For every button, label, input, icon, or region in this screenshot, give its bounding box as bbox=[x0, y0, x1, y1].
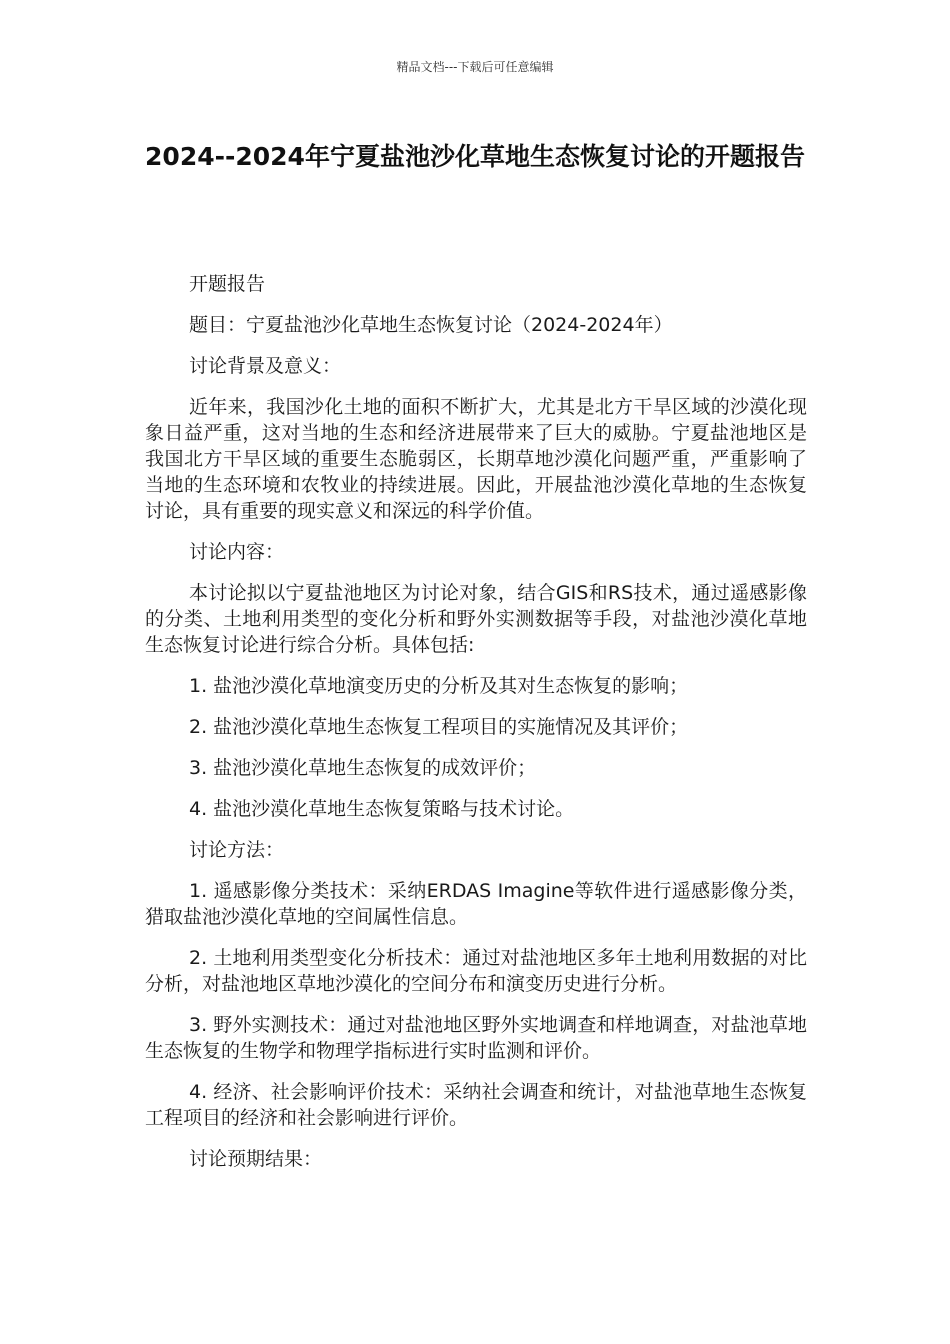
list-item-content-4: 4. 盐池沙漠化草地生态恢复策略与技术讨论。 bbox=[189, 798, 575, 820]
list-item-method-4: 4. 经济、社会影响评价技术：采纳社会调查和统计，对盐池草地生态恢复工程项目的经济和社会影响进行评价。 bbox=[145, 1081, 807, 1129]
list-item-method-2: 2. 土地利用类型变化分析技术：通过对盐池地区多年土地利用数据的对比分析，对盐池地区草地沙漠化的空间分布和演变历史进行分析。 bbox=[145, 947, 807, 995]
document-title: 2024--2024年宁夏盐池沙化草地生态恢复讨论的开题报告 bbox=[145, 142, 805, 171]
list-item-content-3: 3. 盐池沙漠化草地生态恢复的成效评价； bbox=[189, 757, 537, 779]
list-item-method-3: 3. 野外实测技术：通过对盐池地区野外实地调查和样地调查，对盐池草地生态恢复的生物学和物理学指标进行实时监测和评价。 bbox=[145, 1014, 807, 1062]
paragraph-background-text: 近年来，我国沙化土地的面积不断扩大，尤其是北方干旱区域的沙漠化现象日益严重，这对当地的生态和经济进展带来了巨大的威胁。宁夏盐池地区是我国北方干旱区域的重要生态脆弱区，长期草地沙漠化问题严重，严重影响了当地的生态环境和农牧业的持续进展。因此，开展盐池沙漠化草地的生态恢复讨论，具有重要的现实意义和深远的科学价值。 bbox=[145, 396, 807, 522]
paragraph-content-intro: 本讨论拟以宁夏盐池地区为讨论对象，结合GIS和RS技术，通过遥感影像的分类、土地利用类型的变化分析和野外实测数据等手段，对盐池沙漠化草地生态恢复讨论进行综合分析。具体包括: bbox=[145, 582, 807, 656]
paragraph-heading-methods: 讨论方法： bbox=[189, 839, 285, 861]
list-item-content-2: 2. 盐池沙漠化草地生态恢复工程项目的实施情况及其评价； bbox=[189, 716, 689, 738]
paragraph-heading-background: 讨论背景及意义： bbox=[189, 355, 342, 377]
document-body bbox=[145, 271, 807, 1187]
list-item-content-1: 1. 盐池沙漠化草地演变历史的分析及其对生态恢复的影响； bbox=[189, 675, 689, 697]
page-header-note: 精品文档---下载后可任意编辑 bbox=[396, 60, 554, 74]
paragraph-heading-content: 讨论内容： bbox=[189, 541, 285, 563]
paragraph-heading-report: 开题报告 bbox=[189, 273, 266, 295]
paragraph-heading-expected-results: 讨论预期结果： bbox=[189, 1148, 323, 1170]
paragraph-topic: 题目：宁夏盐池沙化草地生态恢复讨论（2024-2024年） bbox=[189, 314, 673, 336]
list-item-method-1: 1. 遥感影像分类技术：采纳ERDAS Imagine等软件进行遥感影像分类，猎取盐池沙漠化草地的空间属性信息。 bbox=[145, 880, 807, 928]
